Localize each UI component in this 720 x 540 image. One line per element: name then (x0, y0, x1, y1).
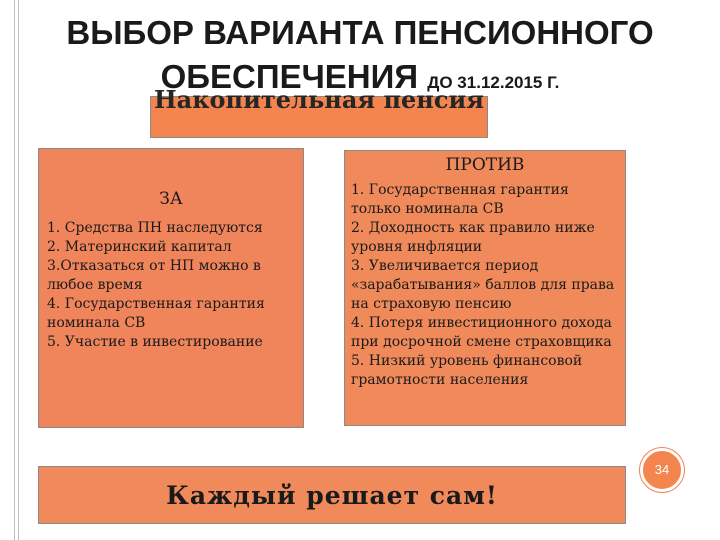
slide-title-line1: ВЫБОР ВАРИАНТА ПЕНСИОННОГО (66, 14, 654, 51)
slide-title-main: ОБЕСПЕЧЕНИЯ (160, 58, 419, 95)
page-number-badge: 34 (640, 448, 684, 492)
accumulative-pension-label: Накопительная пенсия (153, 85, 485, 114)
cons-item: 3. Увеличивается период «зарабатывания» баллов для права на страховую пенсию (351, 258, 615, 312)
conclusion-label: Каждый решает сам! (166, 481, 498, 510)
slide-title-date: ДО 31.12.2015 Г. (427, 73, 560, 92)
cons-item: 4. Потеря инвестиционного дохода при досрочной смене страховщика (351, 315, 612, 350)
pros-item: 2. Материнский капитал (47, 239, 232, 255)
pros-item: 5. Участие в инвестирование (47, 334, 263, 350)
pros-item: 3.Отказаться от НП можно в любое время (47, 258, 261, 293)
accumulative-pension-box (150, 85, 488, 138)
cons-item: 2. Доходность как правило ниже уровня инфляции (351, 220, 595, 255)
cons-item: 5. Низкий уровень финансовой грамотности населения (351, 353, 583, 388)
pros-item: 4. Государственная гарантия номинала СВ (47, 296, 265, 331)
cons-item: 1. Государственная гарантия только номинала СВ (351, 182, 569, 217)
cons-box (344, 150, 626, 426)
pros-heading: ЗА (159, 189, 183, 209)
pros-list (47, 219, 301, 352)
cons-list (351, 181, 623, 390)
conclusion-box (38, 466, 626, 524)
pros-box (38, 148, 304, 428)
cons-heading: ПРОТИВ (445, 155, 525, 175)
pros-item: 1. Средства ПН наследуются (47, 220, 263, 236)
